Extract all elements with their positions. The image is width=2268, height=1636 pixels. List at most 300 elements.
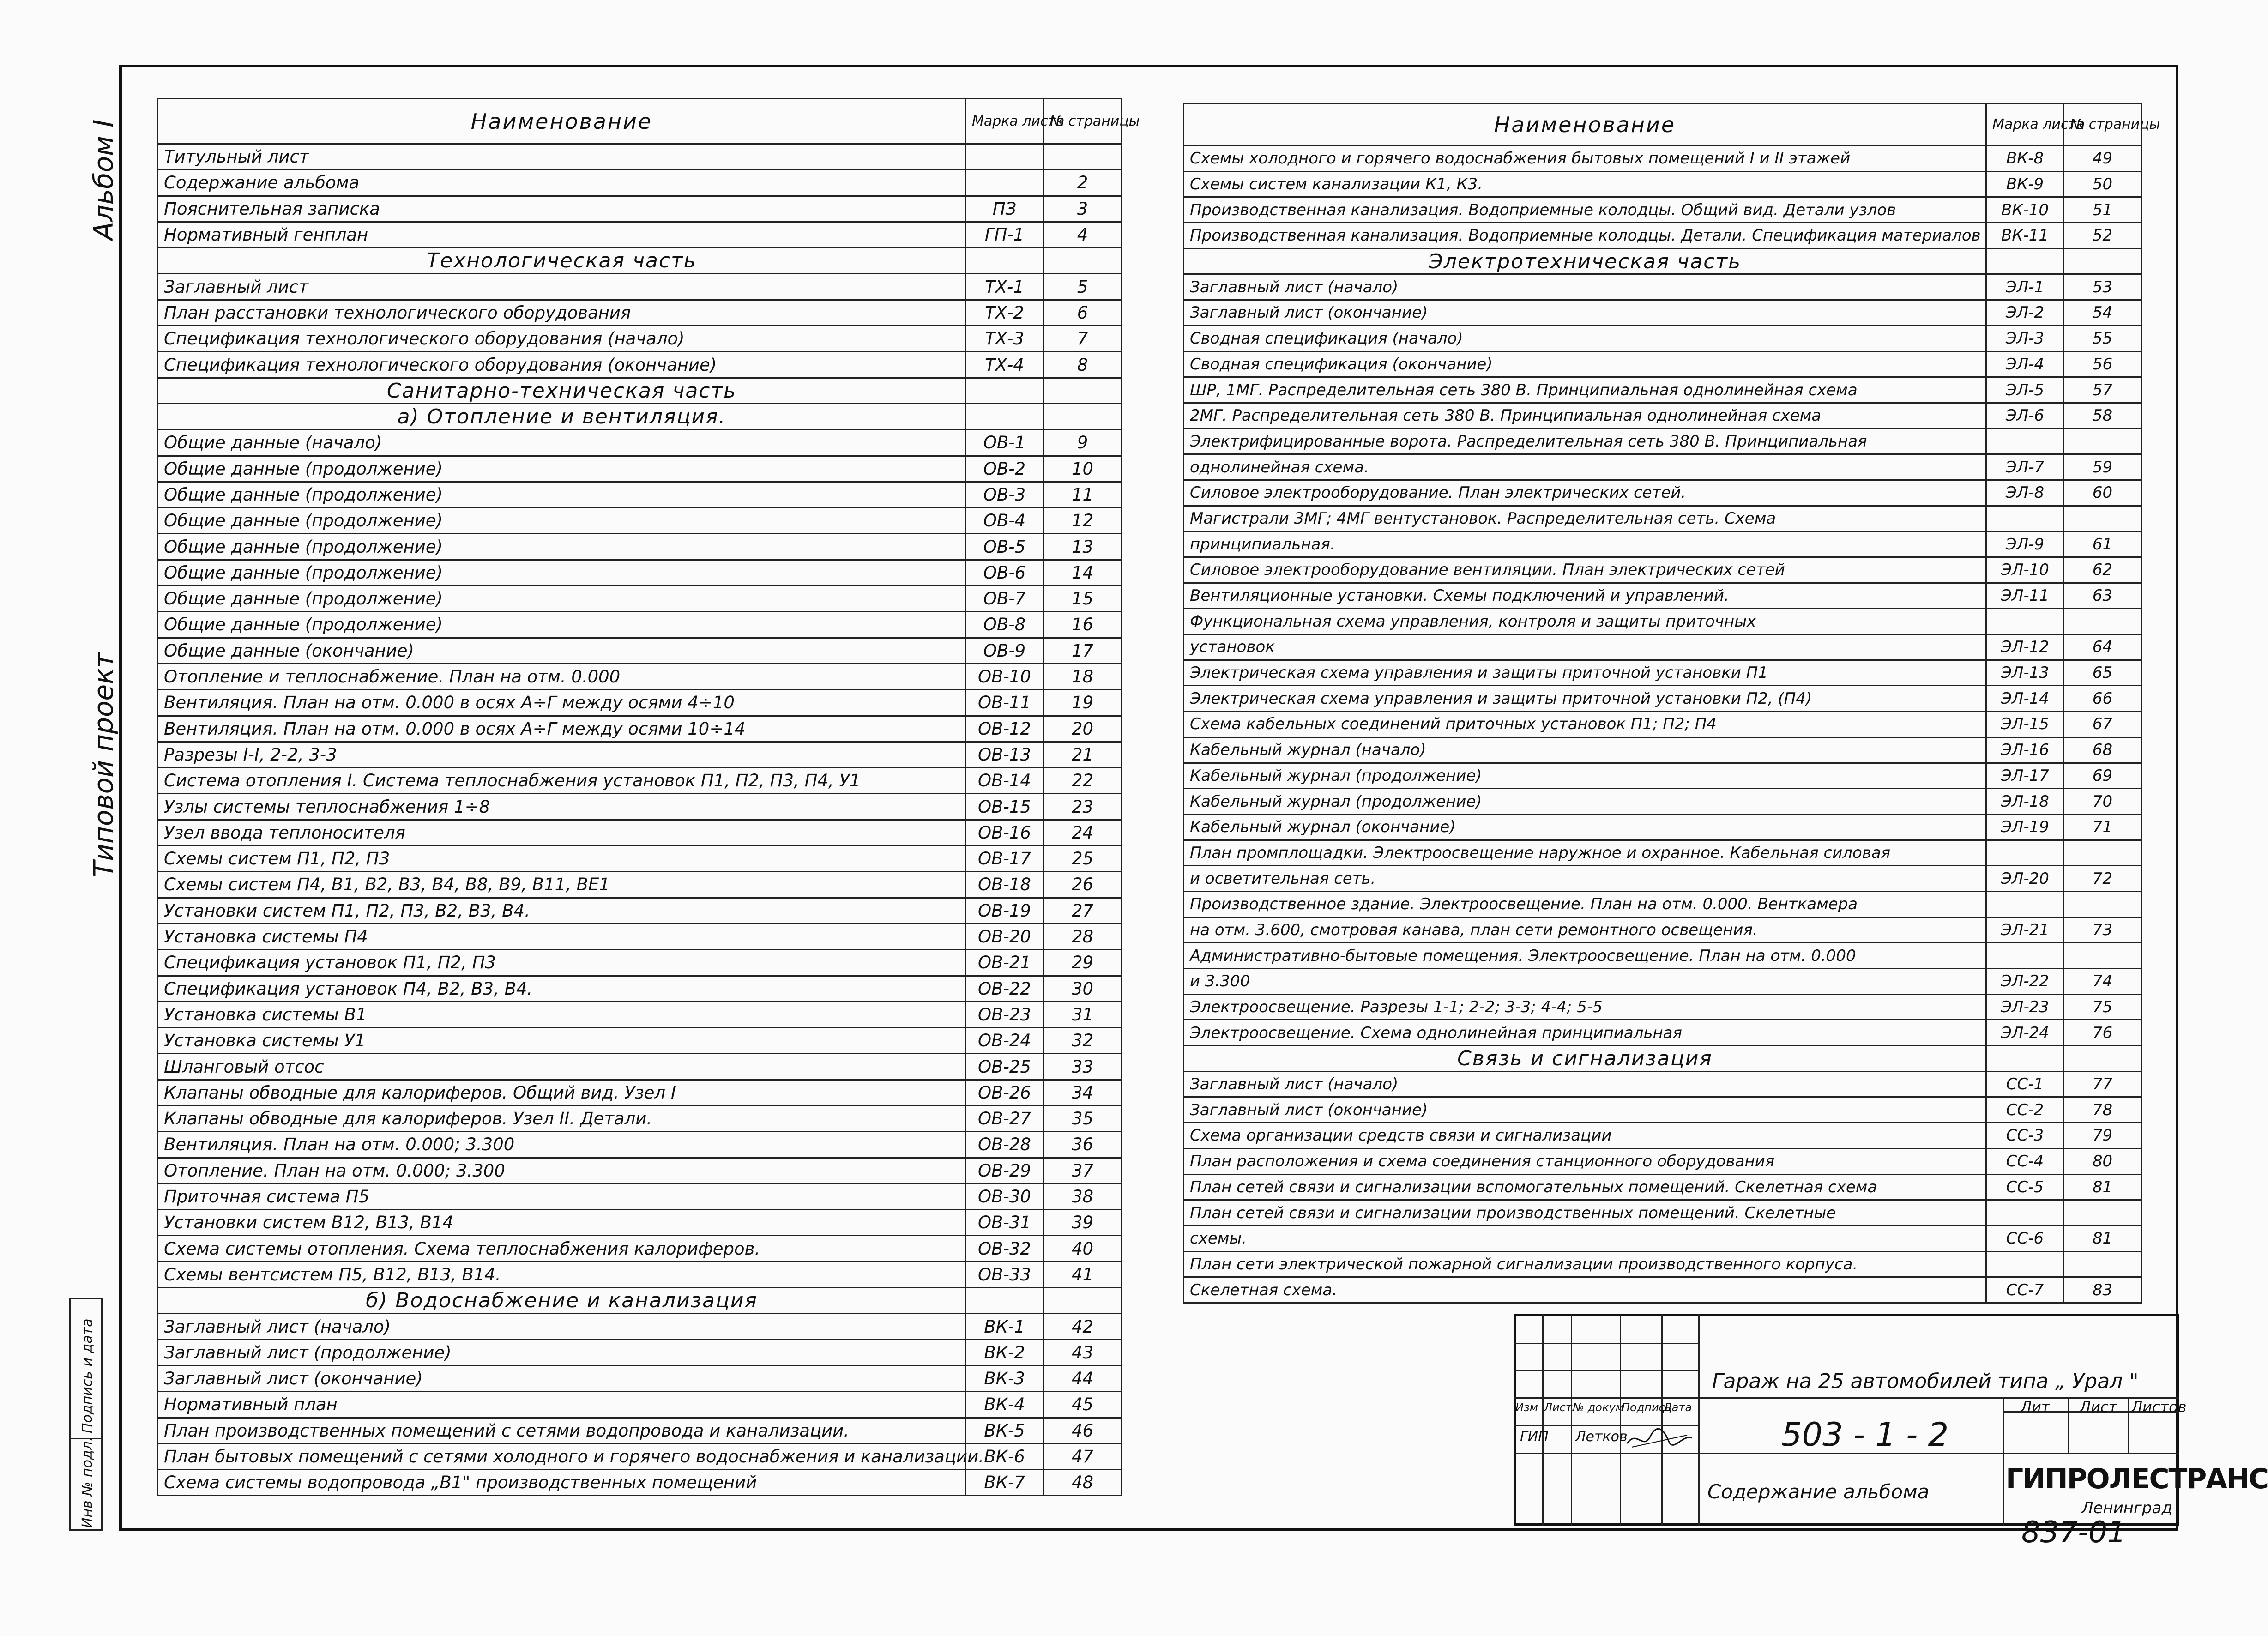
page-number: 73 [2064,917,2141,943]
contents-row [158,1470,1122,1496]
sheet-mark: ОВ-25 [966,1054,1044,1080]
sheet-name: принципиальная. [1184,531,1986,557]
sheet-mark: СС-4 [1986,1148,2064,1174]
sheet-name: Схемы систем П4, В1, В2, В3, В4, В8, В9, В11, ВЕ1 [158,872,966,898]
contents-row [1184,1200,2141,1226]
sheet-name: однолинейная схема. [1184,454,1986,480]
sheet-name: Кабельный журнал (продолжение) [1184,789,1986,815]
page-number: 60 [2064,480,2141,506]
sheet-name: ШР, 1МГ. Распределительная сеть 380 В. Принципиальная однолинейная схема [1184,377,1986,403]
sheet-name: Заглавный лист (окончание) [158,1365,966,1391]
sheet-name: и осветительная сеть. [1184,866,1986,892]
sheet-name: План промплощадки. Электроосвещение наружное и охранное. Кабельная силовая [1184,840,1986,866]
sheet-mark: СС-6 [1986,1225,2064,1251]
page-number: 49 [2064,146,2141,172]
sheet-mark: ЭЛ-18 [1986,789,2064,815]
contents-row [158,924,1122,949]
sheet-mark: ТХ-3 [966,326,1044,352]
page-number: 5 [1044,274,1122,300]
sheet-mark: ЭЛ-15 [1986,712,2064,737]
contents-row [1184,1020,2141,1046]
sheet-name: Административно-бытовые помещения. Электроосвещение. План на отм. 0.000 [1184,943,1986,969]
section-row [158,248,1122,274]
page-number: 19 [1044,690,1122,716]
sheet-mark: СС-3 [1986,1123,2064,1149]
page-number: 27 [1044,898,1122,924]
sheet-mark: ЭЛ-11 [1986,583,2064,609]
page-number: 10 [1044,456,1122,482]
sheet-name: Электрифицированные ворота. Распределительная сеть 380 В. Принципиальная [1184,429,1986,454]
section-row [158,1288,1122,1314]
sheet-mark: ЭЛ-7 [1986,454,2064,480]
sheet-name: Схемы вентсистем П5, В12, В13, В14. [158,1262,966,1287]
page-number: 78 [2064,1097,2141,1123]
contents-row [1184,1097,2141,1123]
section-row [1184,1046,2141,1072]
page-number: 32 [1044,1028,1122,1054]
sheet-name: Общие данные (продолжение) [158,586,966,612]
sheet-name: и 3.300 [1184,969,1986,995]
page-number [2064,1200,2141,1226]
contents-table-right [1183,103,2160,1304]
page-number: 56 [2064,351,2141,377]
page-number: 13 [1044,534,1122,560]
page-number: 11 [1044,482,1122,507]
person: Летков [1575,1429,1628,1445]
page-number: 83 [2064,1277,2141,1303]
page-number [2064,429,2141,454]
page-number [1044,144,1122,170]
contents-row [158,1132,1122,1158]
section-title: б) Водоснабжение и канализация [158,1288,966,1314]
contents-row [1184,763,2141,789]
sheet-name: Разрезы I-I, 2-2, 3-3 [158,742,966,767]
page-number: 61 [2064,531,2141,557]
sheet-mark: ОВ-4 [966,508,1044,534]
sheet-mark: ВК-2 [966,1340,1044,1365]
page-number: 66 [2064,686,2141,712]
sheet-mark: ВК-4 [966,1392,1044,1418]
page-number: 9 [1044,430,1122,456]
page-number: 68 [2064,737,2141,763]
sheet-name: Схема системы водопровода „В1" производственных помещений [158,1470,966,1496]
sheet-name: Шланговый отсос [158,1054,966,1080]
sheet-name: Электроосвещение. Разрезы 1-1; 2-2; 3-3; 4-4; 5-5 [1184,994,1986,1020]
page-number: 14 [1044,560,1122,586]
section-title: Связь и сигнализация [1184,1046,1986,1072]
contents-row [158,1183,1122,1209]
page-number: 8 [1044,352,1122,378]
album-label: Альбом I [88,119,119,240]
sheet-name: Заглавный лист (начало) [1184,274,1986,300]
sheet-name: Заглавный лист (окончание) [1184,1097,1986,1123]
sheet-name: Спецификация установок П1, П2, П3 [158,950,966,976]
signature-mark [1623,1425,1696,1453]
sheet-mark: ОВ-27 [966,1105,1044,1131]
org-city: Ленинград [2081,1499,2172,1517]
page-number: 54 [2064,300,2141,326]
contents-row [158,950,1122,976]
approval-strip [69,1298,103,1531]
sheet-mark: ОВ-12 [966,716,1044,742]
sheet-name: Отопление и теплоснабжение. План на отм. 0.000 [158,664,966,689]
page-number: 39 [1044,1210,1122,1236]
sheet-name: Приточная система П5 [158,1183,966,1209]
section-row [158,378,1122,404]
sheet-name: План бытовых помещений с сетями холодного и горячего водоснабжения и канализации. [158,1443,966,1469]
page-number: 75 [2064,994,2141,1020]
sheet-name: Общие данные (продолжение) [158,534,966,560]
contents-row [158,508,1122,534]
sheet-mark: ЭЛ-2 [1986,300,2064,326]
page-number: 55 [2064,326,2141,351]
sheet-mark: ОВ-16 [966,820,1044,845]
page-number: 18 [1044,664,1122,689]
sheet-mark: ВК-7 [966,1470,1044,1496]
sheet-mark: СС-5 [1986,1174,2064,1200]
sheet-mark: ВК-5 [966,1418,1044,1443]
contents-row [158,612,1122,638]
page-number: 58 [2064,403,2141,429]
page-number: 16 [1044,612,1122,638]
sheets-label: Листов [2131,1398,2187,1416]
sheet-mark: ЭЛ-16 [1986,737,2064,763]
sheet-name: Установка системы У1 [158,1028,966,1054]
contents-row [158,1443,1122,1469]
page-number [2064,891,2141,917]
page-number: 50 [2064,171,2141,197]
sheet-mark [1986,943,2064,969]
page-number: 72 [2064,866,2141,892]
sheet-mark: ОВ-7 [966,586,1044,612]
contents-row [1184,146,2141,172]
contents-row [158,482,1122,507]
sheet-mark: ОВ-17 [966,846,1044,872]
contents-row [158,170,1122,196]
sheet-mark [1986,840,2064,866]
col-izm: Изм [1515,1401,1538,1414]
sheet-name: План производственных помещений с сетями водопровода и канализации. [158,1418,966,1443]
empty-cell [966,1288,1044,1314]
sheet-name: План расположения и схема соединения станционного оборудования [1184,1148,1986,1174]
sheet-mark: ВК-3 [966,1365,1044,1391]
sheet-mark [966,170,1044,196]
sheet-name: Кабельный журнал (начало) [1184,737,1986,763]
sheet-name: Общие данные (продолжение) [158,482,966,507]
empty-cell [1986,248,2064,274]
contents-row [1184,609,2141,634]
sheet-mark: ОВ-3 [966,482,1044,507]
sheet-mark: ОВ-31 [966,1210,1044,1236]
sheet-name: Отопление. План на отм. 0.000; 3.300 [158,1158,966,1183]
contents-row [1184,686,2141,712]
header-mark: Марка листа [966,99,1044,144]
sheet-mark: ЭЛ-1 [1986,274,2064,300]
header-name: Наименование [158,99,966,144]
page-number: 28 [1044,924,1122,949]
page-number: 81 [2064,1174,2141,1200]
sheet-mark: ОВ-8 [966,612,1044,638]
contents-row [158,560,1122,586]
section-row [158,404,1122,429]
page-number: 48 [1044,1470,1122,1496]
sheet-mark: ОВ-13 [966,742,1044,767]
sheet-name: Общие данные (продолжение) [158,560,966,586]
org-name: ГИПРОЛЕСТРАНС [2006,1463,2268,1495]
page-number: 69 [2064,763,2141,789]
contents-row [1184,1148,2141,1174]
page-number: 24 [1044,820,1122,845]
sheet-mark: ОВ-2 [966,456,1044,482]
section-title: Технологическая часть [158,248,966,274]
empty-cell [1044,1288,1122,1314]
contents-row [1184,351,2141,377]
sheet-content: Содержание альбома [1707,1480,1930,1503]
sheet-name: Кабельный журнал (окончание) [1184,814,1986,840]
contents-row [158,456,1122,482]
contents-row [158,690,1122,716]
sheet-mark: ТХ-2 [966,300,1044,326]
sheet-mark: ОВ-26 [966,1080,1044,1105]
contents-row [1184,171,2141,197]
sheet-mark: ЭЛ-4 [1986,351,2064,377]
sheet-name: Производственное здание. Электроосвещение. План на отм. 0.000. Венткамера [1184,891,1986,917]
contents-row [158,1054,1122,1080]
page-number: 79 [2064,1123,2141,1149]
section-title: а) Отопление и вентиляция. [158,404,966,429]
contents-row [1184,197,2141,223]
header-name: Наименование [1184,103,1986,146]
page-number: 38 [1044,1183,1122,1209]
sheet-mark: СС-7 [1986,1277,2064,1303]
sheet-mark: ЭЛ-20 [1986,866,2064,892]
sheet-mark: ЭЛ-3 [1986,326,2064,351]
contents-row [158,196,1122,222]
sheet-name: Спецификация установок П4, В2, В3, В4. [158,976,966,1002]
sheet-mark: ОВ-15 [966,794,1044,820]
page-number [2064,840,2141,866]
sheet-name: Содержание альбома [158,170,966,196]
sheet-mark: ТХ-4 [966,352,1044,378]
contents-row [158,872,1122,898]
page-number: 59 [2064,454,2141,480]
contents-row [158,664,1122,689]
contents-row [158,1262,1122,1287]
sheet-mark: ОВ-28 [966,1132,1044,1158]
sheet-name: Система отопления I. Система теплоснабжения установок П1, П2, П3, П4, У1 [158,768,966,794]
contents-row [1184,506,2141,531]
contents-row [158,1105,1122,1131]
sheet-mark: ОВ-29 [966,1158,1044,1183]
contents-row [1184,994,2141,1020]
contents-row [1184,377,2141,403]
sheet-name: План сетей связи и сигнализации производственных помещений. Скелетные [1184,1200,1986,1226]
sheet-mark: ОВ-23 [966,1002,1044,1027]
page-number: 80 [2064,1148,2141,1174]
contents-row [1184,814,2141,840]
contents-row [158,820,1122,845]
page-number: 81 [2064,1225,2141,1251]
contents-row [158,768,1122,794]
col-list: Лист [1544,1401,1572,1414]
sheet-name: Производственная канализация. Водоприемные колодцы. Общий вид. Детали узлов [1184,197,1986,223]
header-page: № страницы [2064,103,2141,146]
sheet-name: Узел ввода теплоносителя [158,820,966,845]
page-number: 33 [1044,1054,1122,1080]
sheet-mark: ОВ-21 [966,950,1044,976]
sheet-mark [1986,506,2064,531]
page-number: 4 [1044,222,1122,248]
sheet-mark [1986,1251,2064,1277]
section-title: Санитарно-техническая часть [158,378,966,404]
sheet-mark: ВК-6 [966,1443,1044,1469]
sheet-mark [1986,609,2064,634]
sheet-mark: ОВ-33 [966,1262,1044,1287]
contents-row [1184,1277,2141,1303]
sheet-mark: ВК-1 [966,1314,1044,1340]
contents-row [158,976,1122,1002]
sheet-mark: ГП-1 [966,222,1044,248]
sheet-name: План сетей связи и сигнализации вспомогательных помещений. Скелетная схема [1184,1174,1986,1200]
sheet-name: Заглавный лист (продолжение) [158,1340,966,1365]
empty-cell [2064,248,2141,274]
contents-row [158,300,1122,326]
page-number: 30 [1044,976,1122,1002]
col-date: Дата [1663,1401,1692,1414]
contents-row [1184,557,2141,583]
sheet-mark [1986,1200,2064,1226]
page-number: 6 [1044,300,1122,326]
page-number: 40 [1044,1236,1122,1262]
sheet-name: Схемы систем П1, П2, П3 [158,846,966,872]
sheet-mark: ЭЛ-6 [1986,403,2064,429]
page-number: 34 [1044,1080,1122,1105]
sheet-mark: ОВ-5 [966,534,1044,560]
sheet-name: Установка системы П4 [158,924,966,949]
page-number: 77 [2064,1071,2141,1097]
page-number: 64 [2064,634,2141,660]
sheet-name: Кабельный журнал (продолжение) [1184,763,1986,789]
page-number: 53 [2064,274,2141,300]
sheet-name: Схема системы отопления. Схема теплоснабжения калориферов. [158,1236,966,1262]
page-number: 44 [1044,1365,1122,1391]
sheet-mark: ЭЛ-9 [1986,531,2064,557]
contents-row [1184,403,2141,429]
page-number: 52 [2064,223,2141,249]
page-number [2064,1251,2141,1277]
sheet-mark: ОВ-11 [966,690,1044,716]
sheet-mark: ОВ-19 [966,898,1044,924]
page-number [2064,506,2141,531]
contents-row [1184,634,2141,660]
contents-row [1184,300,2141,326]
sheet-mark: ПЗ [966,196,1044,222]
contents-row [1184,531,2141,557]
contents-row [1184,1123,2141,1149]
contents-row [1184,223,2141,249]
page-number: 67 [2064,712,2141,737]
sheet-name: Общие данные (начало) [158,430,966,456]
sheet-name: План сети электрической пожарной сигнализации производственного корпуса. [1184,1251,1986,1277]
sheet-name: установок [1184,634,1986,660]
contents-row [158,638,1122,664]
contents-row [158,1080,1122,1105]
contents-row [1184,917,2141,943]
sheet-mark: СС-2 [1986,1097,2064,1123]
page-number: 15 [1044,586,1122,612]
sheet-mark: ОВ-18 [966,872,1044,898]
project-code: 503 - 1 - 2 [1781,1416,1949,1454]
page-number: 62 [2064,557,2141,583]
sheet-mark: ЭЛ-19 [1986,814,2064,840]
section-row [1184,248,2141,274]
sheet-mark: ЭЛ-24 [1986,1020,2064,1046]
sheet-name: Общие данные (окончание) [158,638,966,664]
sheet-name: Электрическая схема управления и защиты приточной установки П2, (П4) [1184,686,1986,712]
sheet-mark: ЭЛ-14 [1986,686,2064,712]
empty-cell [2064,1046,2141,1072]
contents-row [1184,840,2141,866]
contents-row [158,1002,1122,1027]
page-number: 37 [1044,1158,1122,1183]
sheet-name: Спецификация технологического оборудования (начало) [158,326,966,352]
contents-row [158,846,1122,872]
sheet-mark [1986,429,2064,454]
page-number: 31 [1044,1002,1122,1027]
empty-cell [966,404,1044,429]
sign-date-label: Подпись и дата [79,1318,96,1433]
sheet-name: Схема организации средств связи и сигнализации [1184,1123,1986,1149]
sheet-name: Клапаны обводные для калориферов. Узел II. Детали. [158,1105,966,1131]
page-number: 43 [1044,1340,1122,1365]
sheet-mark: ЭЛ-10 [1986,557,2064,583]
sheet-mark: ЭЛ-21 [1986,917,2064,943]
contents-table-left [157,98,1140,1496]
contents-row [1184,660,2141,686]
page-number: 71 [2064,814,2141,840]
sheet-name: Функциональная схема управления, контроля и защиты приточных [1184,609,1986,634]
contents-row [158,898,1122,924]
sheet-name: Вентиляция. План на отм. 0.000 в осях А÷Г между осями 10÷14 [158,716,966,742]
sheet-name: Производственная канализация. Водоприемные колодцы. Детали. Спецификация материалов [1184,223,1986,249]
contents-row [1184,1251,2141,1277]
sheet-name: Электроосвещение. Схема однолинейная принципиальная [1184,1020,1986,1046]
empty-cell [1044,404,1122,429]
object-title: Гараж на 25 автомобилей типа „ Урал " [1712,1370,2139,1393]
page-number: 74 [2064,969,2141,995]
sheet-name: Нормативный генплан [158,222,966,248]
page-number: 45 [1044,1392,1122,1418]
sheet-mark: ЭЛ-17 [1986,763,2064,789]
sheet-mark: ВК-11 [1986,223,2064,249]
page-number: 70 [2064,789,2141,815]
contents-row [1184,429,2141,454]
sheet-name: Общие данные (продолжение) [158,456,966,482]
lit-label: Лит [2021,1398,2050,1416]
page-number: 23 [1044,794,1122,820]
sheet-mark: ЭЛ-5 [1986,377,2064,403]
header-page: № страницы [1044,99,1122,144]
page-number: 46 [1044,1418,1122,1443]
empty-cell [1044,248,1122,274]
sheet-mark: ОВ-30 [966,1183,1044,1209]
empty-cell [966,378,1044,404]
contents-row [1184,274,2141,300]
contents-row [158,1236,1122,1262]
sheet-mark: ЭЛ-12 [1986,634,2064,660]
sheet-mark: ЭЛ-13 [1986,660,2064,686]
empty-cell [966,248,1044,274]
